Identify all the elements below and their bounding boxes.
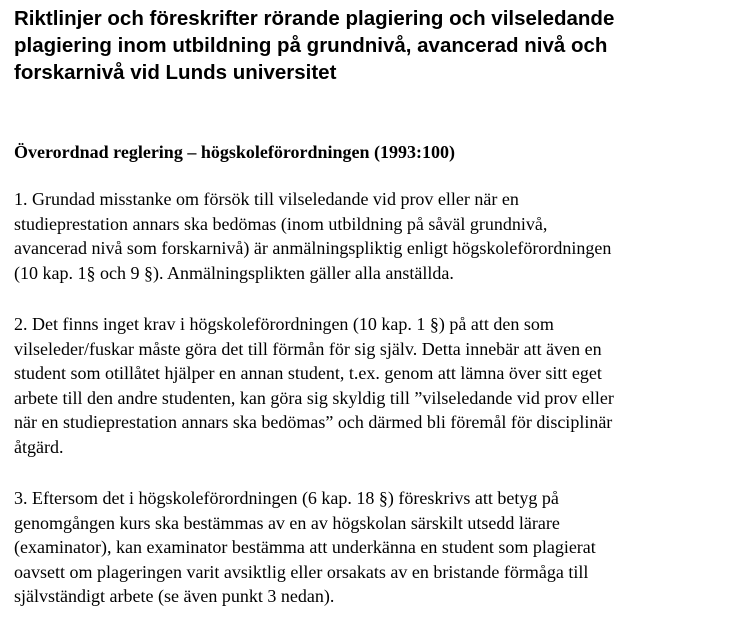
paragraph-2	[14, 312, 749, 460]
paragraph-line: genomgången kurs ska bestämmas av en av högskolan särskilt utsedd lärare	[14, 512, 560, 533]
paragraph-line: (examinator), kan examinator bestämma att underkänna en student som plagierat	[14, 537, 596, 558]
paragraph-line: åtgärd.	[14, 436, 64, 457]
section-heading: Överordnad reglering – högskoleförordningen (1993:100)	[14, 142, 455, 162]
document-title-line: forskarnivå vid Lunds universitet	[14, 61, 337, 84]
paragraph-line: 3. Eftersom det i högskoleförordningen (6 kap. 18 §) föreskrivs att betyg på	[14, 488, 559, 508]
paragraph-line: avancerad nivå som forskarnivå) är anmälningspliktig enligt högskoleförordningen	[14, 238, 612, 259]
paragraph-line: oavsett om plageringen varit avsiktlig eller orsakats av en bristande förmåga till	[14, 561, 589, 582]
document-title-line: Riktlinjer och föreskrifter rörande plagiering och vilseledande	[14, 7, 615, 30]
paragraph-line: arbete till den andre studenten, kan göra sig skyldig till ”vilseledande vid prov eller	[14, 387, 614, 408]
paragraph-line: 2. Det finns inget krav i högskoleförordningen (10 kap. 1 §) på att den som	[14, 314, 554, 334]
document-title	[14, 5, 739, 86]
paragraph-line: självständigt arbete (se även punkt 3 nedan).	[14, 586, 335, 607]
paragraph-line: 1. Grundad misstanke om försök till vilseledande vid prov eller när en	[14, 189, 519, 209]
paragraph-line: studieprestation annars ska bedömas (inom utbildning på såväl grundnivå,	[14, 213, 548, 234]
paragraph-line: student som otillåtet hjälper en annan student, t.ex. genom att lämna över sitt eget	[14, 363, 602, 384]
document-title-line: plagiering inom utbildning på grundnivå, avancerad nivå och	[14, 34, 608, 57]
paragraph-line: (10 kap. 1§ och 9 §). Anmälningsplikten gäller alla anställda.	[14, 262, 454, 283]
paragraph-3	[14, 486, 749, 609]
paragraph-line: vilseleder/fuskar måste göra det till förmån för sig själv. Detta innebär att även en	[14, 338, 602, 359]
paragraph-1	[14, 187, 749, 285]
paragraph-line: när en studieprestation annars ska bedömas” och därmed bli föremål för disciplinär	[14, 412, 613, 433]
